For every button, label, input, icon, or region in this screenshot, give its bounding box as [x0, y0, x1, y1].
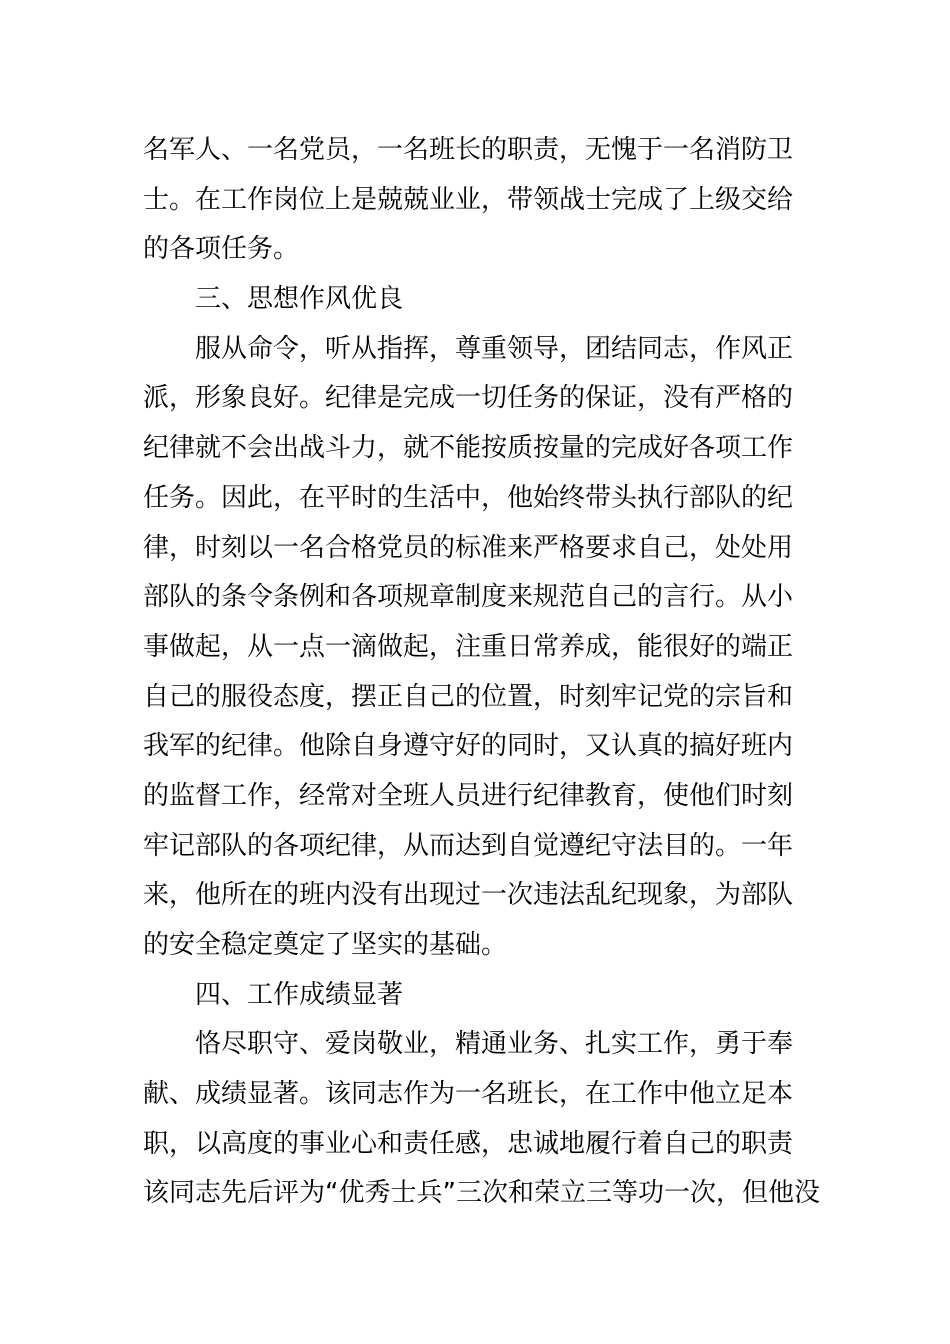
text-line: 牢记部队的各项纪律，从而达到自觉遵纪守法目的。一年: [143, 830, 794, 861]
text-line: 部队的条令条例和各项规章制度来规范自己的言行。从小: [143, 582, 794, 613]
text-line: 该同志先后评为“优秀士兵”三次和荣立三等功一次，但他没: [143, 1178, 820, 1209]
section-heading: 四、工作成绩显著: [195, 979, 404, 1010]
text-line: 任务。因此，在平时的生活中，他始终带头执行部队的纪: [143, 482, 794, 513]
text-line: 派，形象良好。纪律是完成一切任务的保证，没有严格的: [143, 383, 794, 414]
text-line: 律，时刻以一名合格党员的标准来严格要求自己，处处用: [143, 532, 794, 563]
text-line: 的监督工作，经常对全班人员进行纪律教育，使他们时刻: [143, 780, 794, 811]
text-line: 士。在工作岗位上是兢兢业业，带领战士完成了上级交给: [143, 184, 794, 215]
text-line: 我军的纪律。他除自身遵守好的同时，又认真的搞好班内: [143, 731, 794, 762]
text-line: 来，他所在的班内没有出现过一次违法乱纪现象，为部队: [143, 880, 794, 911]
text-line: 事做起，从一点一滴做起，注重日常养成，能很好的端正: [143, 631, 794, 662]
section-heading: 三、思想作风优良: [195, 284, 404, 315]
text-line: 纪律就不会出战斗力，就不能按质按量的完成好各项工作: [143, 433, 794, 464]
text-line: 的各项任务。: [143, 234, 300, 265]
text-line: 职，以高度的事业心和责任感，忠诚地履行着自己的职责: [143, 1128, 794, 1159]
text-line: 名军人、一名党员，一名班长的职责，无愧于一名消防卫: [143, 135, 794, 165]
text-line: 献、成绩显著。该同志作为一名班长，在工作中他立足本: [143, 1079, 794, 1110]
text-line: 自己的服役态度，摆正自己的位置，时刻牢记党的宗旨和: [143, 681, 794, 712]
paragraph-first-line: 服从命令，听从指挥，尊重领导，团结同志，作风正: [195, 333, 794, 364]
paragraph-first-line: 恪尽职守、爱岗敬业，精通业务、扎实工作，勇于奉: [195, 1029, 794, 1060]
text-line: 的安全稳定奠定了坚实的基础。: [143, 930, 508, 960]
document-body: [143, 126, 820, 1219]
